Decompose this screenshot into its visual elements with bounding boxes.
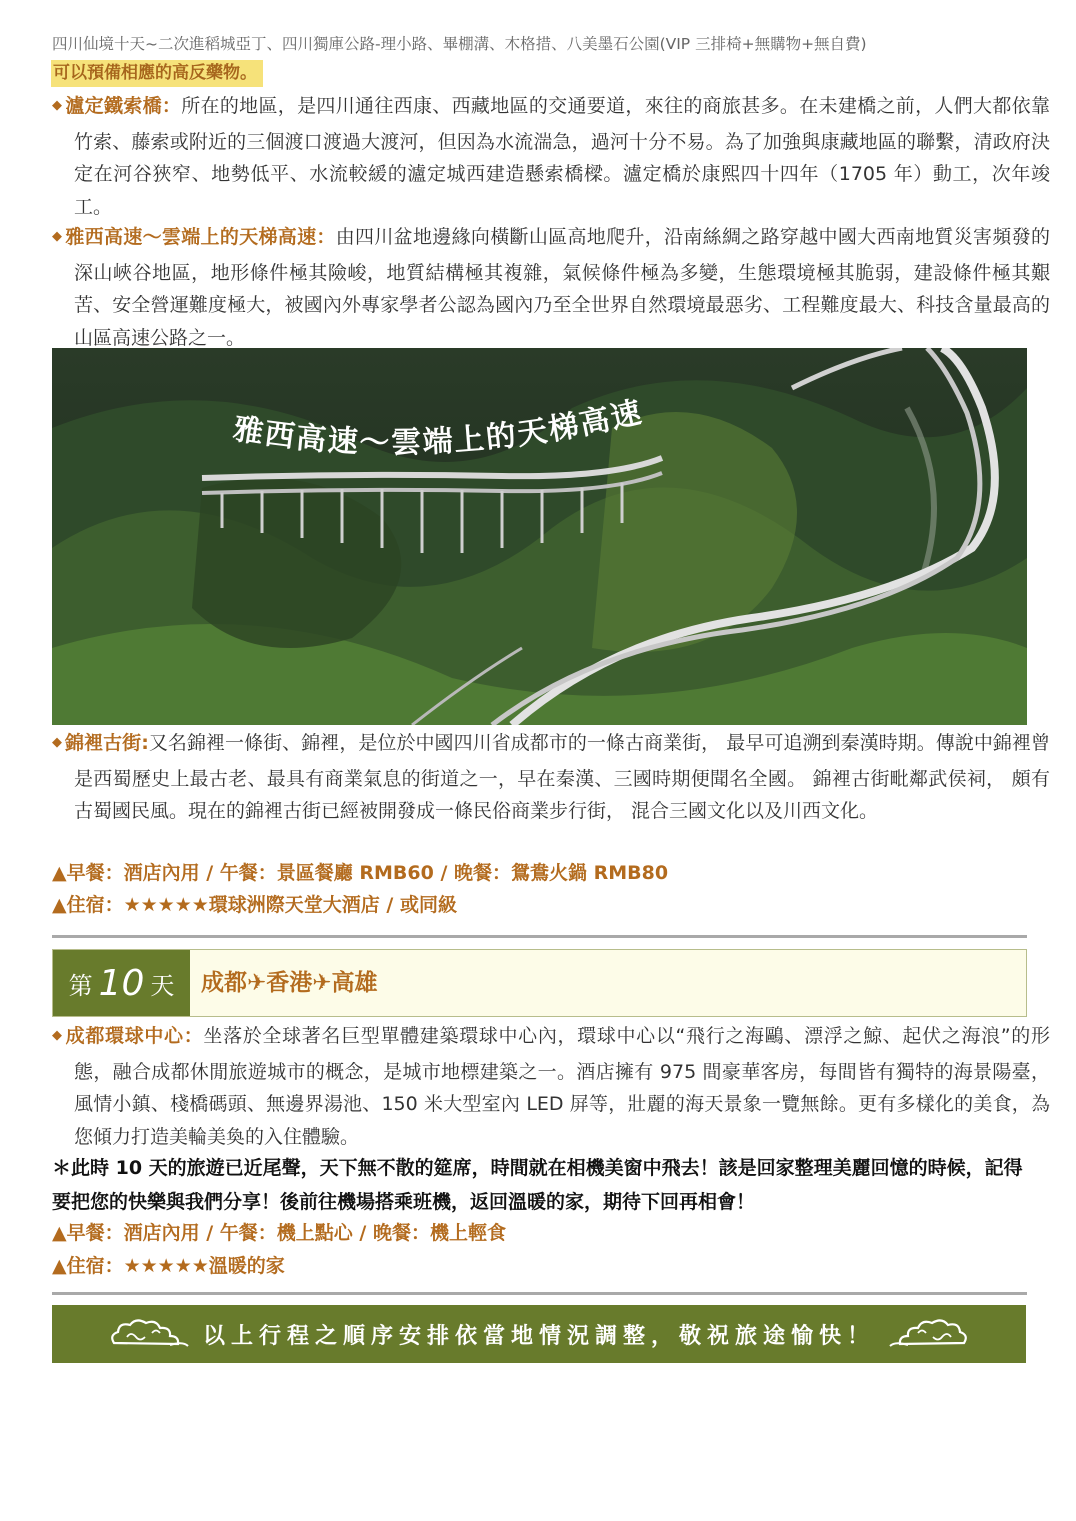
day9-hotel: ▲住宿：★★★★★環球洲際天堂大酒店 / 或同級	[52, 894, 457, 916]
highway-photo	[52, 348, 1027, 725]
section-luding-bridge	[52, 90, 1050, 223]
diamond-bullet-icon: ◆	[52, 98, 63, 113]
day10-header	[52, 949, 1027, 1017]
cloud-ornament-icon	[889, 1317, 969, 1351]
section-text: 又名錦裡一條街、錦裡，是位於中國四川省成都市的一條古商業街， 最早可追溯到秦漢時期。傳說中錦裡曾是西蜀歷史上最古老、最具有商業氣息的街道之一，早在秦漢、三國時期便聞名全國。 錦裡古街毗鄰武侯祠， 頗有古蜀國民風。現在的錦裡古街已經被開發成一條民俗商業步行街， 混合三國文化以及川西文化。	[74, 732, 1050, 822]
diamond-bullet-icon: ◆	[52, 1028, 63, 1043]
svg-text:雅西高速～雲端上的天梯高速	[231, 395, 647, 461]
day10-meals: ▲早餐：酒店內用 / 午餐：機上點心 / 晚餐：機上輕食	[52, 1222, 506, 1244]
section-text: 所在的地區，是四川通往西康、西藏地區的交通要道，來往的商旅甚多。在未建橋之前，人們大都依靠竹索、藤索或附近的三個渡口渡過大渡河，但因為水流湍急，過河十分不易。為了加強與康藏地區的聯繫，清政府決定在河谷狹窄、地勢低平、水流較緩的瀘定城西建造懸索橋樑。瀘定橋於康熙四十四年（1705 年）動工，次年竣工。	[74, 95, 1050, 218]
divider	[52, 1292, 1027, 1295]
day-badge	[53, 950, 190, 1016]
section-lead: 瀘定鐵索橋：	[65, 95, 182, 117]
tour-title: 四川仙境十天~二次進稻城亞丁、四川獨庫公路-理小路、畢棚溝、木格措、八美墨石公園(VIP 三排椅+無購物+無自費)	[52, 35, 867, 53]
closing-message: ＊此時 10 天的旅遊已近尾聲，天下無不散的筵席，時間就在相機美窗中飛去！該是回家整理美麗回憶的時候，記得要把您的快樂與我們分享！後前往機場搭乘班機，返回溫暖的家，期待下回再相會！	[52, 1157, 1023, 1213]
footer-banner	[52, 1305, 1026, 1363]
section-text: 坐落於全球著名巨型單體建築環球中心內，環球中心以“飛行之海鷗、漂浮之鯨、起伏之海浪”的形態，融合成都休閒旅遊城市的概念，是城市地標建築之一。酒店擁有 975 間豪華客房，每間皆有獨特的海景陽臺，風情小鎮、棧橋碼頭、無邊界湯池、150 米大型室內 LED 屏等，壯麗的海天景象一覽無餘。更有多樣化的美食，為您傾力打造美輪美奐的入住體驗。	[74, 1025, 1050, 1148]
section-lead: 成都環球中心：	[65, 1025, 204, 1047]
altitude-note: 可以預備相應的高反藥物。	[51, 60, 263, 87]
section-lead: 雅西高速～雲端上的天梯高速：	[65, 226, 336, 248]
section-text: 由四川盆地邊緣向橫斷山區高地爬升，沿南絲綢之路穿越中國大西南地質災害頻發的深山峽谷地區，地形條件極其險峻，地質結構極其複雜，氣候條件極為多變，生態環境極其脆弱，建設條件極其艱苦、安全營運難度極大，被國內外專家學者公認為國內乃至全世界自然環境最惡劣、工程難度最大、科技含量最高的山區高速公路之一。	[74, 226, 1050, 349]
day-prefix: 第	[68, 971, 93, 1000]
diamond-bullet-icon: ◆	[52, 229, 63, 244]
footer-text: 以上行程之順序安排依當地情況調整，敬祝旅途愉快！	[202, 1323, 875, 1349]
day9-meals: ▲早餐：酒店內用 / 午餐：景區餐廳 RMB60 / 晚餐：鴛鴦火鍋 RMB80	[52, 862, 669, 884]
divider	[52, 935, 1027, 938]
section-lead: 錦裡古街:	[65, 732, 149, 754]
day-route: 成都✈香港✈高雄	[201, 970, 378, 996]
photo-caption: 雅西高速～雲端上的天梯高速	[230, 394, 647, 461]
day-suffix: 天	[150, 971, 175, 1000]
section-yaxi-highway	[52, 221, 1050, 354]
section-jinli-street	[52, 727, 1050, 828]
cloud-ornament-icon	[109, 1317, 189, 1351]
day10-hotel: ▲住宿：★★★★★溫暖的家	[52, 1255, 285, 1277]
day-number: 10	[98, 962, 145, 1004]
section-chengdu-global-center	[52, 1020, 1050, 1153]
diamond-bullet-icon: ◆	[52, 735, 63, 750]
